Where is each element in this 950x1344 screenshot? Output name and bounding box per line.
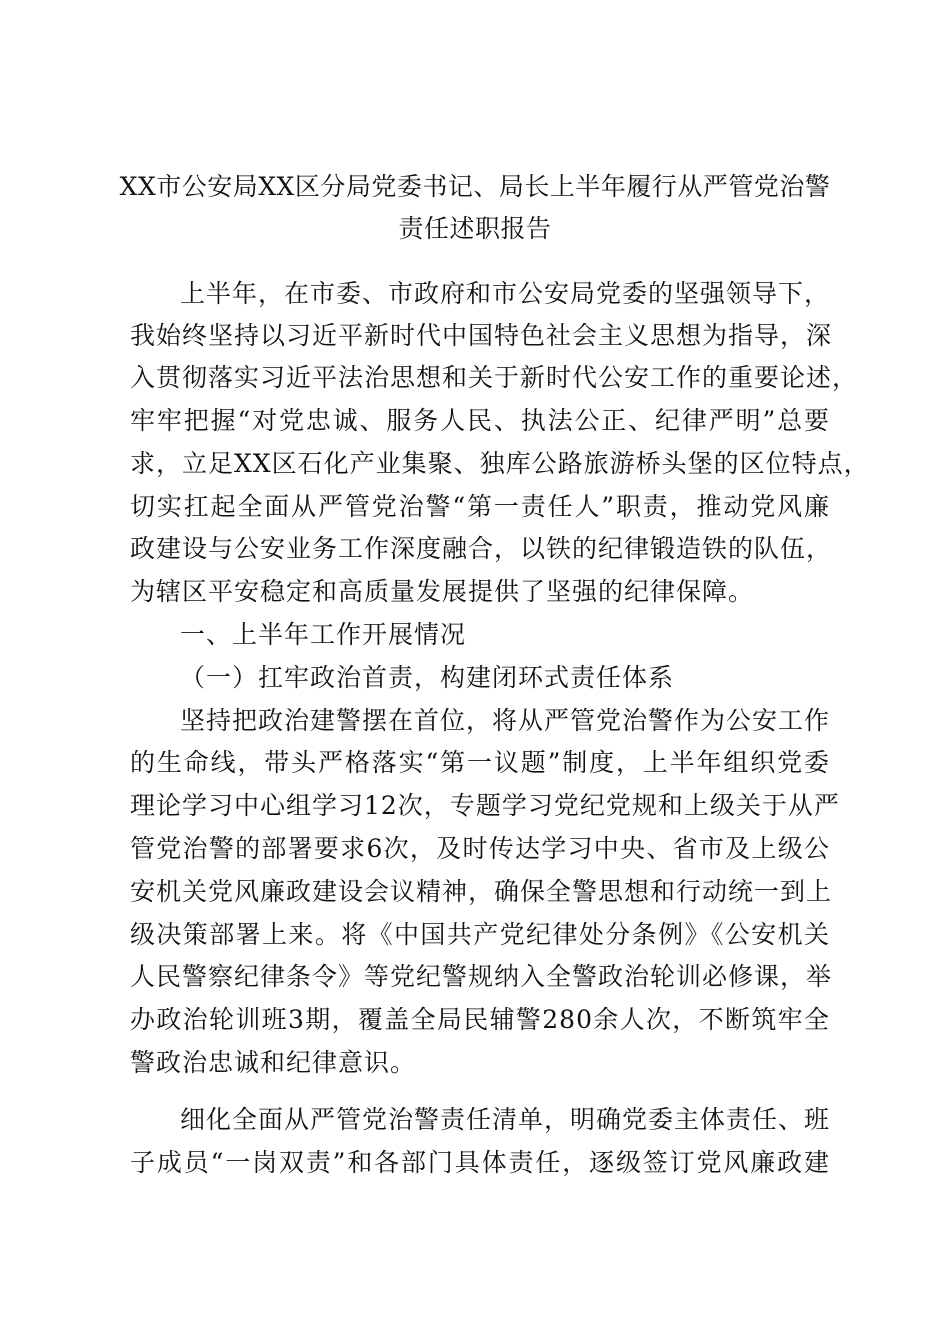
body-line-5: 求，立足XX区石化产业集聚、独库公路旅游桥头堡的区位特点，	[130, 449, 870, 478]
body-line-17: 人民警察纪律条令》等党纪警规纳入全警政治轮训必修课，举	[130, 962, 833, 991]
body-line-4: 牢牢把握“对党忠诚、服务人民、执法公正、纪律严明”总要	[130, 406, 830, 435]
body-line-6: 切实扛起全面从严管党治警“第一责任人”职责，推动党风廉	[130, 492, 830, 521]
title-line-1: XX市公安局XX区分局党委书记、局长上半年履行从严管党治警	[119, 172, 831, 201]
body-line-21: 子成员“一岗双责”和各部门具体责任，逐级签订党风廉政建	[130, 1148, 830, 1177]
body-line-14: 管党治警的部署要求6次，及时传达学习中央、省市及上级公	[130, 834, 830, 863]
body-line-19: 警政治忠诚和纪律意识。	[130, 1048, 417, 1077]
body-line-18: 办政治轮训班3期，覆盖全局民辅警280余人次，不断筑牢全	[130, 1005, 830, 1034]
body-line-20: 细化全面从严管党治警责任清单，明确党委主体责任、班	[180, 1105, 831, 1134]
body-line-2: 我始终坚持以习近平新时代中国特色社会主义思想为指导，深	[130, 321, 833, 350]
body-line-12: 的生命线，带头严格落实“第一议题”制度，上半年组织党委	[130, 748, 830, 777]
body-line-3: 入贯彻落实习近平法治思想和关于新时代公安工作的重要论述，	[130, 363, 859, 392]
body-line-11: 坚持把政治建警摆在首位，将从严管党治警作为公安工作	[180, 706, 831, 735]
body-line-8: 为辖区平安稳定和高质量发展提供了坚强的纪律保障。	[130, 577, 755, 606]
body-line-1: 上半年，在市委、市政府和市公安局党委的坚强领导下，	[180, 279, 831, 308]
body-line-7: 政建设与公安业务工作深度融合，以铁的纪律锻造铁的队伍，	[130, 534, 833, 563]
body-line-15: 安机关党风廉政建设会议精神，确保全警思想和行动统一到上	[130, 877, 833, 906]
section-heading: 一、上半年工作开展情况	[180, 620, 467, 649]
document-title	[90, 166, 860, 250]
body-line-16: 级决策部署上来。将《中国共产党纪律处分条例》《公安机关	[130, 920, 830, 949]
subsection-heading: （一）扛牢政治首责，构建闭环式责任体系	[180, 663, 675, 692]
title-line-2: 责任述职报告	[398, 214, 552, 243]
body-line-13: 理论学习中心组学习12次，专题学习党纪党规和上级关于从严	[130, 791, 840, 820]
